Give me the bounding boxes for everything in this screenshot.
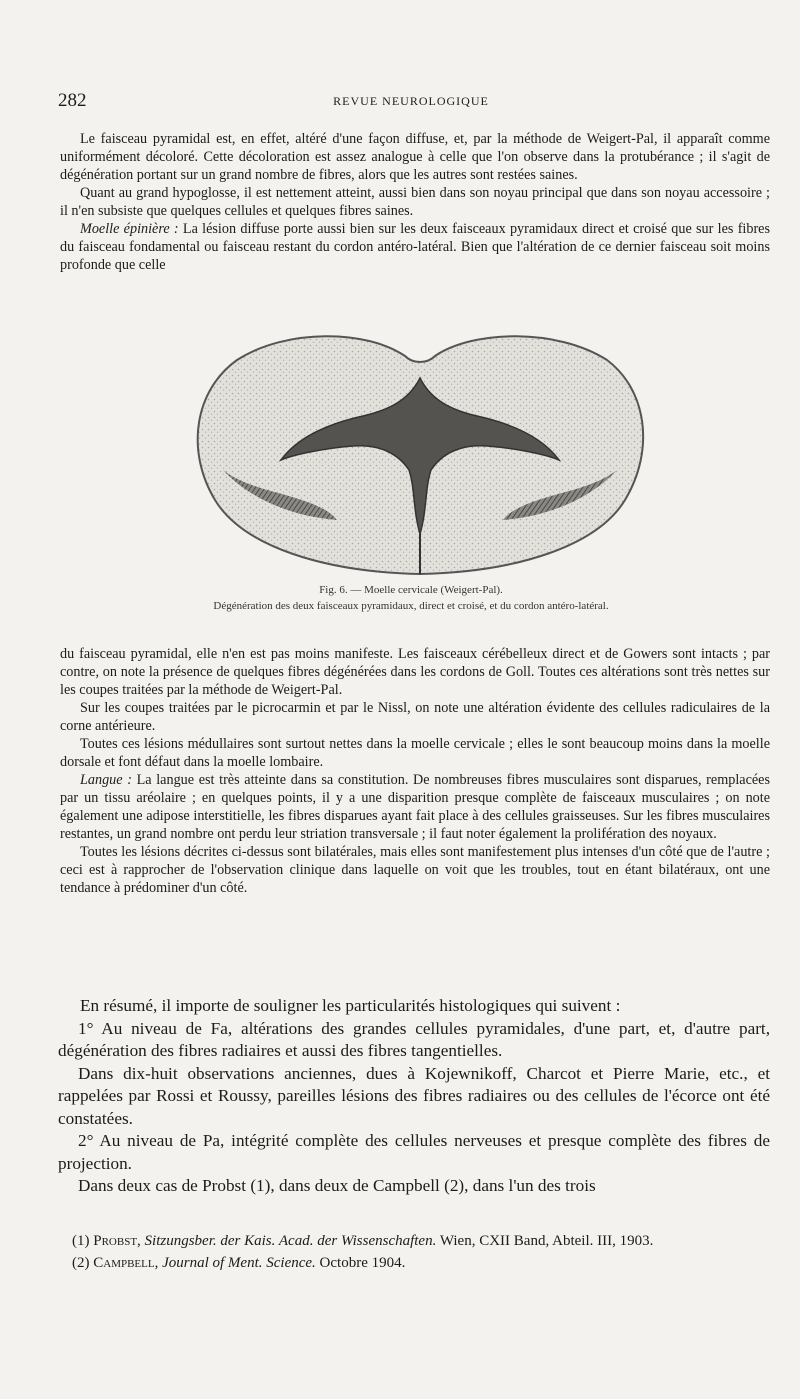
paragraph-text: La langue est très atteinte dans sa constitution. De nombreuses fibres musculaires sont disparues, remplacées par un tissu aréolaire ; en quelques points, il y a une disparition presque complète de faisceaux musculaires ; on note également une adipose interstitielle, les fibres disparues ayant fait place à des cellules graisseuses. Sur les fibres musculaires restantes, un grand nombre ont perdu leur striation transversale ; il faut noter également la prolifération des noyaux. xyxy=(60,772,770,842)
footnotes xyxy=(58,1232,770,1276)
paragraph: Toutes les lésions décrites ci-dessus sont bilatérales, mais elles sont manifestement plus intenses d'un côté que de l'autre ; ceci est à rapprocher de l'observation clinique dans laquelle on voit que les troubles, tout en étant bilatéraux, ont une tendance à prédominer d'un côté. xyxy=(60,844,770,896)
paragraph: En résumé, il importe de souligner les particularités histologiques qui suivent : xyxy=(80,996,621,1015)
figure-caption-line1: Fig. 6. — Moelle cervicale (Weigert-Pal). xyxy=(319,584,503,596)
body-text-summary xyxy=(58,995,770,1198)
figure-spinal-cord-section xyxy=(177,320,662,582)
footnote-rest: Wien, CXII Band, Abteil. III, 1903. xyxy=(439,1233,654,1249)
footnote-source: Journal of Ment. Science. xyxy=(162,1255,316,1271)
paragraph-langue xyxy=(60,771,770,843)
running-title: REVUE NEUROLOGIQUE xyxy=(333,94,489,108)
paragraph-text: La lésion diffuse porte aussi bien sur les deux faisceaux pyramidaux direct et croisé que sur les fibres du faisceau fondamental ou faisceau restant du cordon antéro-latéral. Bien que l'altération de ce dernier faisceau soit moins profonde que celle xyxy=(60,221,770,273)
figure-caption-line2: Dégénération des deux faisceaux pyramidaux, direct et croisé, et du cordon antéro-latéral. xyxy=(213,600,609,612)
paragraph: Dans dix-huit observations anciennes, dues à Kojewnikoff, Charcot et Pierre Marie, etc., et rappelées par Rossi et Roussy, pareilles lésions des fibres radiaires ou des cellules de l'écorce ont été constatées. xyxy=(58,1063,770,1128)
footnote-rest: Octobre 1904. xyxy=(319,1255,406,1271)
paragraph: Quant au grand hypoglosse, il est nettement atteint, aussi bien dans son noyau principal que dans son noyau accessoire ; il n'en subsiste que quelques cellules et quelques fibres saines. xyxy=(60,185,770,219)
footnote-author: Campbell, xyxy=(93,1255,159,1271)
paragraph: Le faisceau pyramidal est, en effet, altéré d'une façon diffuse, et, par la méthode de Weigert-Pal, il apparaît comme uniformément décoloré. Cette décoloration est assez analogue à celle que l'on observe dans la protubérance ; il s'agit de dégénération portant sur un grand nombre de fibres, alors que les autres sont restées saines. xyxy=(60,131,770,183)
body-text-mid xyxy=(60,645,770,897)
footnote xyxy=(58,1254,770,1272)
paragraph: du faisceau pyramidal, elle n'en est pas moins manifeste. Les faisceaux cérébelleux direct et de Gowers sont intacts ; par contre, on note la présence de quelques fibres dégénérées dans les cordons de Goll. Toutes ces altérations sont très nettes sur les coupes traitées par la méthode de Weigert-Pal. xyxy=(60,646,770,698)
figure-caption xyxy=(52,582,770,614)
paragraph: Toutes ces lésions médullaires sont surtout nettes dans la moelle cervicale ; elles le sont beaucoup moins dans la moelle dorsale et font défaut dans la moelle lombaire. xyxy=(60,736,770,770)
section-title-moelle: Moelle épinière : xyxy=(80,221,179,237)
footnote-source: Sitzungsber. der Kais. Acad. der Wissenschaften. xyxy=(144,1233,437,1249)
footnote-author: Probst, xyxy=(93,1233,141,1249)
footnote-mark: (1) xyxy=(72,1233,90,1249)
paragraph-moelle xyxy=(60,220,770,274)
page xyxy=(52,0,770,1399)
paragraph: 2° Au niveau de Pa, intégrité complète des cellules nerveuses et presque complète des fibres de projection. xyxy=(58,1131,770,1173)
paragraph: Dans deux cas de Probst (1), dans deux de Campbell (2), dans l'un des trois xyxy=(78,1176,596,1195)
body-text-top xyxy=(60,130,770,274)
paragraph: Sur les coupes traitées par le picrocarmin et par le Nissl, on note une altération évidente des cellules radiculaires de la corne antérieure. xyxy=(60,700,770,734)
page-header xyxy=(52,90,770,114)
spinal-cord-illustration xyxy=(177,320,662,582)
paragraph: 1° Au niveau de Fa, altérations des grandes cellules pyramidales, d'une part, et, d'autre part, dégénération des fibres radiaires et aussi des fibres tangentielles. xyxy=(58,1018,770,1060)
page-number: 282 xyxy=(58,90,87,111)
section-title-langue: Langue : xyxy=(80,772,132,788)
footnote xyxy=(58,1232,770,1250)
footnote-mark: (2) xyxy=(72,1255,90,1271)
